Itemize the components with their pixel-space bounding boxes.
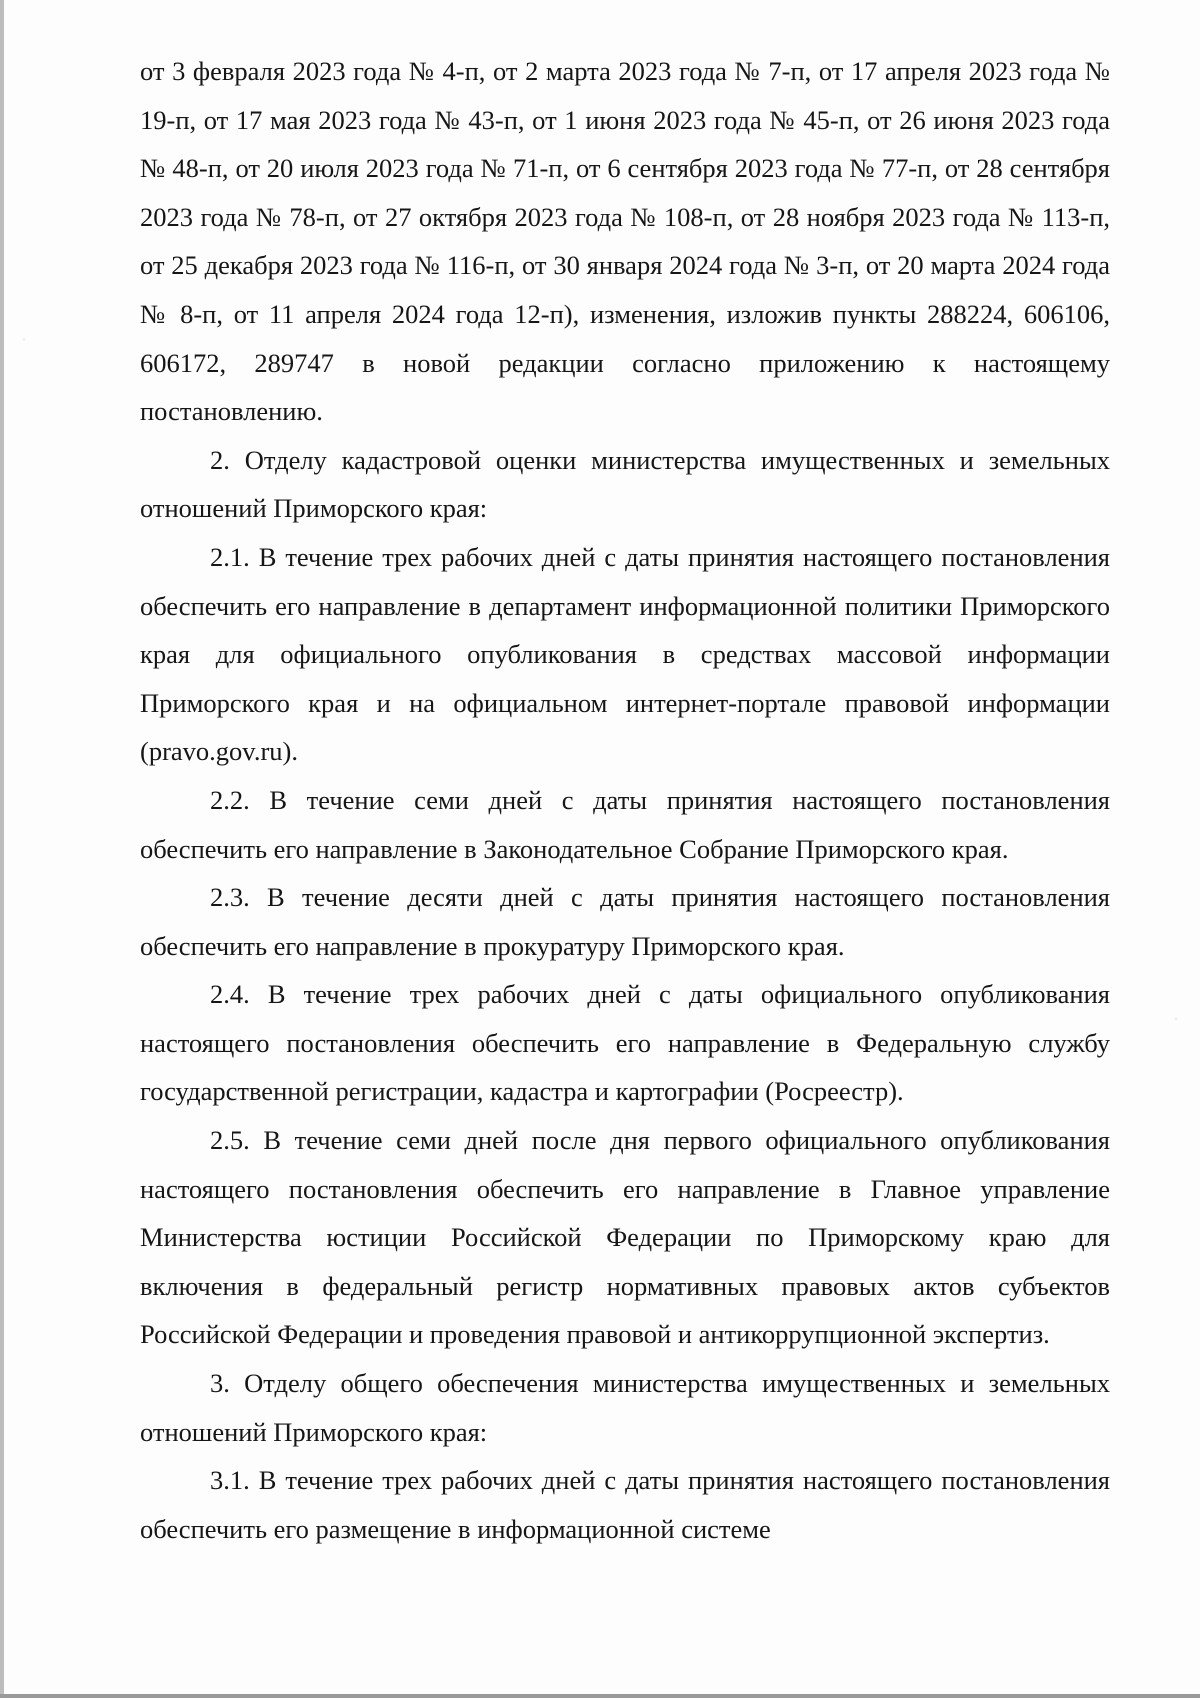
paragraph-item-2-5: 2.5. В течение семи дней после дня первого официального опубликования настоящего постановления обеспечить его направление в Главное управление Министерства юстиции Российской Федерации по Приморскому краю для включения в федеральный регистр нормативных правовых актов субъектов Российской Федерации и проведения правовой и антикоррупционной экспертиз.: [140, 1125, 1110, 1350]
paragraph-item-2-4: 2.4. В течение трех рабочих дней с даты официального опубликования настоящего постановления обеспечить его направление в Федеральную службу государственной регистрации, кадастра и картографии (Росреестр).: [140, 979, 1110, 1107]
paragraph-item-2-2: 2.2. В течение семи дней с даты принятия настоящего постановления обеспечить его направление в Законодательное Собрание Приморского края.: [140, 784, 1110, 864]
scan-left-edge: [0, 0, 4, 1698]
paragraph-item-2: 2. Отделу кадастровой оценки министерства имущественных и земельных отношений Приморского края:: [140, 444, 1110, 524]
paragraph-item-3-1: 3.1. В течение трех рабочих дней с даты принятия настоящего постановления обеспечить его размещение в информационной системе: [140, 1465, 1110, 1544]
scan-bottom-edge: [0, 1694, 1200, 1698]
paragraph-item-2-1: 2.1. В течение трех рабочих дней с даты принятия настоящего постановления обеспечить его направление в департамент информационной политики Приморского края для официального опубликования в средствах массовой информации Приморского края и на официальном интернет-портале правовой информации (pravo.gov.ru).: [140, 541, 1110, 767]
paragraph-item-3: 3. Отделу общего обеспечения министерства имущественных и земельных отношений Приморского края:: [140, 1368, 1110, 1447]
paragraph-continuation: от 3 февраля 2023 года № 4-п, от 2 марта 2023 года № 7-п, от 17 апреля 2023 года № 19-п, от 17 мая 2023 года № 43-п, от 1 июня 2023 года № 45-п, от 26 июня 2023 года № 48-п, от 20 июля 2023 года № 71-п, от 6 сентября 2023 года № 77-п, от 28 сентября 2023 года № 78-п, от 27 октября 2023 года № 108-п, от 28 ноября 2023 года № 113-п, от 25 декабря 2023 года № 116-п, от 30 января 2024 года № 3-п, от 20 марта 2024 года № 8-п, от 11 апреля 2024 года 12-п), изменения, изложив пункты 288224, 606106, 606172, 289747 в новой редакции согласно приложению к настоящему постановлению.: [140, 56, 1110, 427]
paragraph-item-2-3: 2.3. В течение десяти дней с даты принятия настоящего постановления обеспечить его направление в прокуратуру Приморского края.: [140, 882, 1110, 961]
document-body: [140, 47, 1110, 1553]
